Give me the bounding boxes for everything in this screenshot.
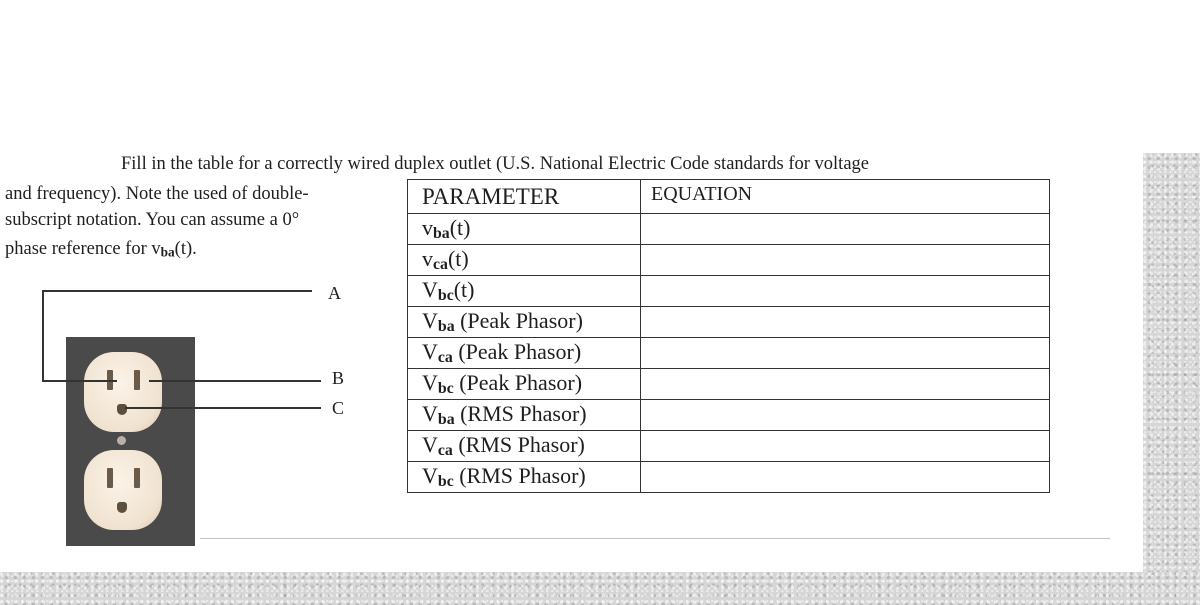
wire-a-vertical bbox=[42, 290, 44, 381]
page-rule-line bbox=[200, 538, 1110, 539]
table-row bbox=[408, 307, 1050, 338]
table-row bbox=[408, 400, 1050, 431]
param-subscript: bc bbox=[437, 287, 454, 305]
table-row bbox=[408, 276, 1050, 307]
parameter-cell bbox=[408, 276, 641, 307]
param-symbol: V bbox=[422, 307, 438, 333]
parameter-cell bbox=[408, 338, 641, 369]
instruction-line-4 bbox=[5, 238, 197, 264]
header-parameter: PARAMETER bbox=[408, 180, 641, 214]
equation-cell[interactable] bbox=[641, 462, 1050, 493]
outlet-slot-right bbox=[134, 370, 140, 390]
table-row bbox=[408, 431, 1050, 462]
equation-cell[interactable] bbox=[641, 245, 1050, 276]
plate-screw bbox=[117, 436, 126, 445]
equation-cell[interactable] bbox=[641, 369, 1050, 400]
terminal-label-c: C bbox=[332, 398, 345, 418]
terminal-label-b: B bbox=[332, 368, 345, 388]
outlet-slot-left bbox=[107, 468, 113, 488]
instruction-line-2: and frequency). Note the used of double- bbox=[5, 184, 309, 204]
outlet-receptacle-bottom bbox=[84, 450, 162, 530]
outlet-ground-hole bbox=[117, 502, 127, 513]
equation-cell[interactable] bbox=[641, 276, 1050, 307]
terminal-label-a: A bbox=[328, 283, 341, 303]
table-header-row bbox=[408, 180, 1050, 214]
param-suffix: (Peak Phasor) bbox=[453, 369, 583, 395]
param-symbol: V bbox=[422, 431, 438, 457]
param-suffix: (t) bbox=[453, 276, 475, 302]
instruction-line-3: subscript notation. You can assume a 0° bbox=[5, 210, 300, 230]
table-row bbox=[408, 245, 1050, 276]
instruction-line-4-subscript: ba bbox=[160, 244, 175, 260]
instruction-line-1: Fill in the table for a correctly wired duplex outlet (U.S. National Electric Code standards for voltage bbox=[121, 154, 869, 174]
outlet-ground-hole bbox=[117, 404, 127, 415]
wire-c bbox=[125, 407, 321, 409]
parameter-cell bbox=[408, 462, 641, 493]
parameter-cell bbox=[408, 245, 641, 276]
equation-cell[interactable] bbox=[641, 214, 1050, 245]
outlet-receptacle-top bbox=[84, 352, 162, 432]
instruction-line-4-prefix: phase reference for v bbox=[5, 239, 161, 259]
param-suffix: (RMS Phasor) bbox=[453, 462, 586, 488]
table-row bbox=[408, 338, 1050, 369]
header-equation: EQUATION bbox=[641, 180, 1050, 214]
param-symbol: V bbox=[422, 462, 438, 488]
param-symbol: V bbox=[422, 338, 438, 364]
param-suffix: (RMS Phasor) bbox=[454, 400, 587, 426]
outlet-slot-right bbox=[134, 468, 140, 488]
equation-cell[interactable] bbox=[641, 338, 1050, 369]
equation-cell[interactable] bbox=[641, 431, 1050, 462]
param-subscript: ba bbox=[433, 225, 450, 243]
param-subscript: ba bbox=[437, 318, 455, 336]
instruction-line-4-suffix: (t). bbox=[174, 239, 197, 259]
parameter-cell bbox=[408, 400, 641, 431]
param-symbol: V bbox=[422, 369, 438, 395]
background-texture-right bbox=[1143, 153, 1200, 605]
param-symbol: V bbox=[422, 276, 438, 302]
table-row bbox=[408, 462, 1050, 493]
table-row bbox=[408, 214, 1050, 245]
param-suffix: (Peak Phasor) bbox=[454, 307, 583, 333]
param-suffix: (t) bbox=[449, 214, 471, 240]
param-subscript: ca bbox=[437, 442, 453, 460]
param-subscript: ca bbox=[433, 256, 448, 274]
param-symbol: V bbox=[422, 400, 438, 426]
equation-cell[interactable] bbox=[641, 307, 1050, 338]
param-symbol: v bbox=[422, 245, 433, 271]
param-subscript: bc bbox=[437, 473, 454, 491]
wire-a-horizontal bbox=[42, 290, 312, 292]
param-suffix: (t) bbox=[447, 245, 469, 271]
background-texture-bottom bbox=[0, 572, 1200, 605]
parameter-cell bbox=[408, 431, 641, 462]
param-subscript: ca bbox=[437, 349, 453, 367]
wire-a-to-outlet bbox=[42, 380, 117, 382]
parameter-cell bbox=[408, 369, 641, 400]
parameter-cell bbox=[408, 214, 641, 245]
parameter-cell bbox=[408, 307, 641, 338]
param-symbol: v bbox=[422, 214, 433, 240]
wire-b bbox=[149, 380, 321, 382]
equation-cell[interactable] bbox=[641, 400, 1050, 431]
param-subscript: ba bbox=[437, 411, 455, 429]
param-suffix: (RMS Phasor) bbox=[452, 431, 585, 457]
parameter-table bbox=[407, 179, 1050, 493]
param-subscript: bc bbox=[437, 380, 454, 398]
table-row bbox=[408, 369, 1050, 400]
param-suffix: (Peak Phasor) bbox=[452, 338, 582, 364]
